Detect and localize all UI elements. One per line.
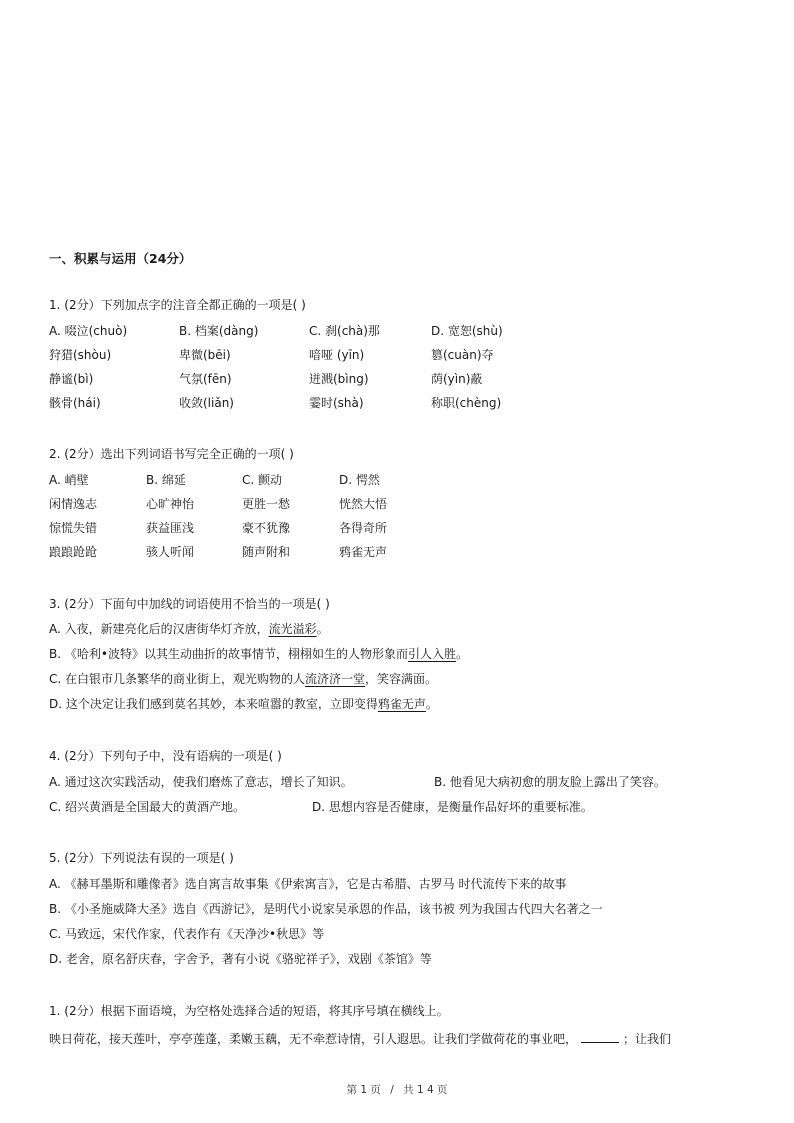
q2-row3-b: 获益匪浅 (146, 521, 195, 535)
q1-row3-d: 荫(yìn)蔽 (431, 372, 483, 386)
q3-option-a-underlined: 流光溢彩 (268, 622, 317, 636)
question-4-stem: 4. (2分）下列句子中，没有语病的一项是( ) (49, 749, 282, 763)
q3-option-b-underlined: 引人入胜 (407, 647, 456, 661)
q3-option-a (49, 621, 329, 637)
page-total: 共 1 4 页 (403, 1084, 448, 1096)
q3-option-c-text: C. 在白银市几条繁华的商业街上，观光购物的人 (49, 672, 306, 686)
q5-option-d: D. 老舍，原名舒庆春，字舍予，著有小说《骆驼祥子》，戏剧《茶馆》等 (49, 952, 432, 966)
q5-option-c: C. 马致远，宋代作家，代表作有《天净沙•秋思》等 (49, 927, 325, 941)
q3-option-c-underlined: 流济济一堂 (305, 672, 366, 686)
question-1-stem: 1. (2分）下列加点字的注音全都正确的一项是( ) (49, 298, 306, 312)
q2-row3-d: 各得奇所 (339, 521, 388, 535)
q1-row4-b: 收敛(liǎn) (179, 396, 234, 410)
q3-option-d-end: 。 (425, 697, 438, 711)
q2-row2-b: 心旷神怡 (146, 497, 195, 511)
q1-row4-c: 霎时(shà) (309, 396, 364, 410)
q3-option-b-end: 。 (455, 647, 468, 661)
q2-option-a: A. 峭壁 (49, 473, 89, 487)
q3-option-d-text: D. 这个决定让我们感到莫名其妙，本来喧嚣的教室，立即变得 (49, 697, 378, 711)
q5-option-b: B. 《小圣施威降大圣》选自《西游记》，是明代小说家吴承恩的作品，该书被 列为我国古代四大名著之一 (49, 902, 603, 916)
q1-row3-a: 静谧(bì) (49, 372, 94, 386)
q6-passage-text: 映日荷花，接天莲叶，亭亭莲蓬，柔嫩玉藕，无不牵惹诗情，引人遐思。让我们学做荷花的事业吧， (49, 1032, 578, 1046)
q2-option-c: C. 颤动 (242, 473, 283, 487)
q4-option-c: C. 绍兴黄酒是全国最大的黄酒产地。 (49, 800, 246, 814)
q2-row2-a: 闲情逸志 (49, 497, 98, 511)
section-title: 一、积累与运用（24分） (49, 251, 192, 266)
q2-row4-c: 随声附和 (242, 545, 291, 559)
q1-option-b: B. 档案(dàng) (179, 324, 259, 338)
q1-option-a: A. 啜泣(chuò) (49, 324, 128, 338)
q2-option-d: D. 愕然 (339, 473, 380, 487)
question-6-stem: 1. (2分）根据下面语境，为空格处选择合适的短语，将其序号填在横线上。 (49, 1004, 449, 1018)
q3-option-b-text: B. 《哈利•波特》以其生动曲折的故事情节，栩栩如生的人物形象而 (49, 647, 408, 661)
q2-row2-c: 更胜一愁 (242, 497, 291, 511)
q2-row2-d: 恍然大悟 (339, 497, 388, 511)
q3-option-a-end: 。 (316, 622, 329, 636)
question-5-stem: 5. (2分）下列说法有误的一项是( ) (49, 851, 234, 865)
q1-row3-c: 迸溅(bìng) (309, 372, 369, 386)
q3-option-b (49, 646, 468, 662)
q2-row4-a: 踉踉跄跄 (49, 545, 98, 559)
q1-row4-d: 称职(chèng) (431, 396, 502, 410)
q1-row2-b: 卑微(bēi) (179, 348, 231, 362)
q1-option-c: C. 刹(chà)那 (309, 324, 380, 338)
q6-passage (49, 1030, 671, 1047)
q1-row2-a: 狩猎(shòu) (49, 348, 112, 362)
q2-row3-c: 豪不犹豫 (242, 521, 291, 535)
q1-row2-d: 篡(cuàn)夺 (431, 348, 494, 362)
page-number: 第 1 页 (346, 1084, 381, 1096)
q2-row4-b: 骇人听闻 (146, 545, 195, 559)
q5-option-a: A. 《赫耳墨斯和雕像者》选自寓言故事集《伊索寓言》，它是古希腊、古罗马 时代流传下来的故事 (49, 877, 567, 891)
question-2-stem: 2. (2分）选出下列词语书写完全正确的一项( ) (49, 447, 294, 461)
q1-row3-b: 气氛(fēn) (179, 372, 232, 386)
q1-row4-a: 骸骨(hái) (49, 396, 101, 410)
page-separator: / (390, 1084, 394, 1096)
page-footer (0, 1083, 794, 1097)
q1-option-d: D. 宽恕(shù) (431, 324, 503, 338)
q3-option-a-text: A. 入夜，新建亮化后的汉唐街华灯齐放， (49, 622, 269, 636)
q1-row2-c: 喑哑 (yīn) (309, 348, 365, 362)
q4-option-a: A. 通过这次实践活动，使我们磨炼了意志，增长了知识。 (49, 775, 353, 789)
q3-option-d (49, 696, 438, 712)
q3-option-c (49, 671, 437, 687)
question-3-stem: 3. (2分）下面句中加线的词语使用不恰当的一项是( ) (49, 597, 330, 611)
q6-passage-continued: ；让我们 (623, 1032, 672, 1046)
q3-option-d-underlined: 鸦雀无声 (377, 697, 426, 711)
q4-option-d: D. 思想内容是否健康，是衡量作品好坏的重要标准。 (312, 800, 593, 814)
q2-row3-a: 惊慌失错 (49, 521, 98, 535)
q2-row4-d: 鸦雀无声 (339, 545, 388, 559)
q3-option-c-end: ，笑容满面。 (365, 672, 438, 686)
q2-option-b: B. 绵延 (146, 473, 186, 487)
answer-blank[interactable] (581, 1030, 619, 1043)
q4-option-b: B. 他看见大病初愈的朋友脸上露出了笑容。 (434, 775, 666, 789)
